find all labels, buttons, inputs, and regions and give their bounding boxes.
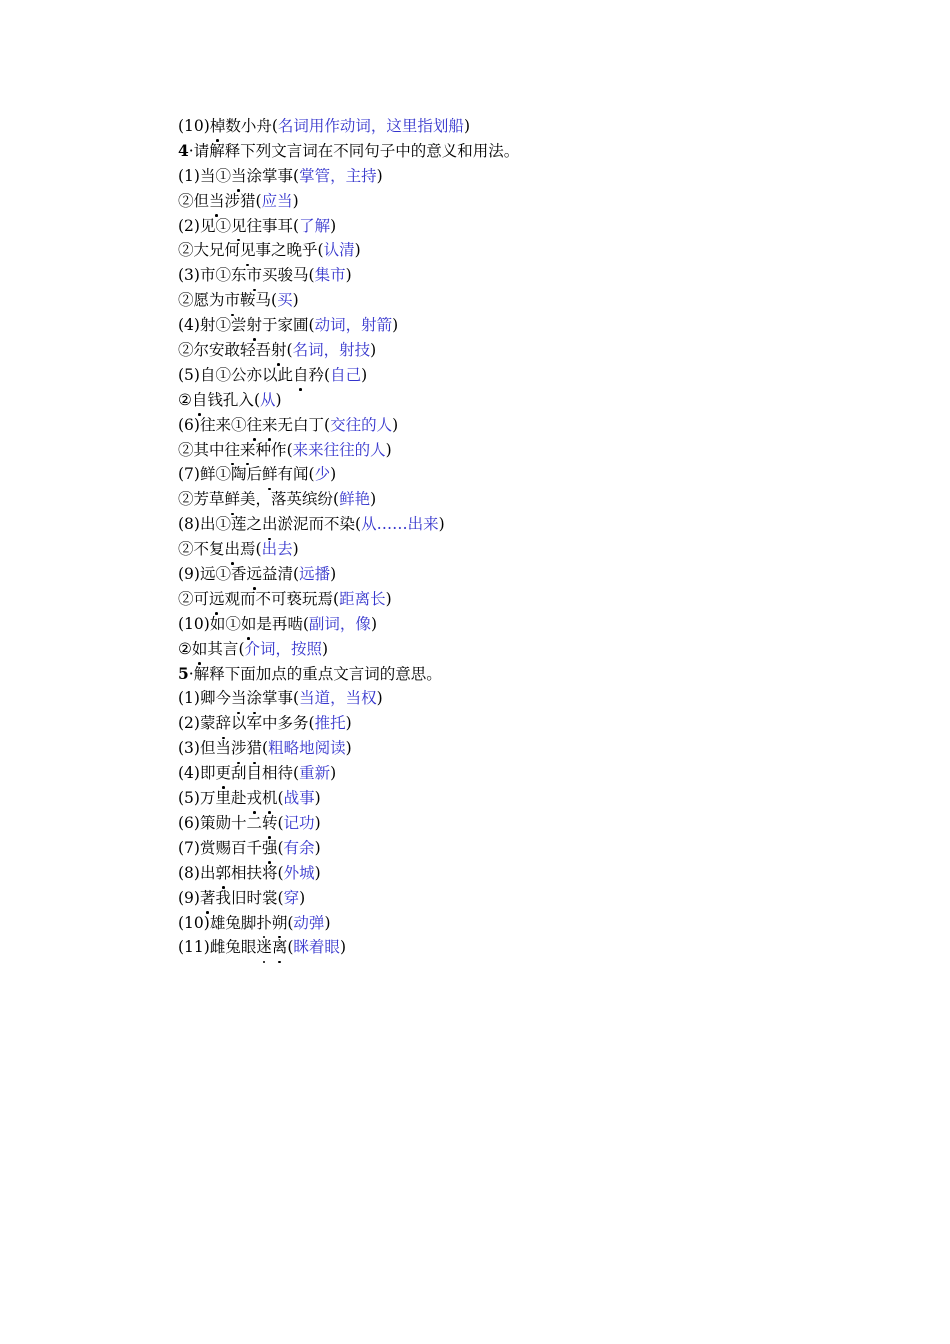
exercise-item: ②其中往来种作(来来往往的人) <box>178 438 878 463</box>
exercise-item: ②如其言(介词，按照) <box>178 637 878 662</box>
answer-text: 了解 <box>299 216 331 235</box>
answer-text: 眯着眼 <box>293 938 340 957</box>
item-text: (1)卿今 <box>178 689 231 708</box>
dotted-keyword: 棹 <box>210 114 226 139</box>
item-text: 数小舟 <box>225 117 272 135</box>
question-number: 5 <box>178 663 189 683</box>
answer-text: 鲜艳 <box>339 490 371 509</box>
answer-text: 动弹 <box>293 913 325 932</box>
dotted-keyword: 当 <box>209 189 225 214</box>
exercise-item: ②尔安敢轻吾射(名词，射技) <box>178 338 878 363</box>
exercise-item: (9)远①香远益清(远播) <box>178 562 878 587</box>
item-text: (10)雄兔脚 <box>178 913 257 932</box>
item-text: (10)如① <box>178 614 241 633</box>
answer-text: 距离长 <box>339 589 386 608</box>
dotted-keyword: 涉 <box>231 736 247 761</box>
question-text: ·解释下面加点的重点文言词的意思。 <box>188 664 442 683</box>
dotted-keyword: 市 <box>246 263 262 288</box>
answer-text: 名词用作动词，这里指划船 <box>277 117 464 135</box>
question-heading <box>178 662 878 687</box>
answer-text: 自己 <box>330 365 362 384</box>
answer-text: 记功 <box>283 813 315 832</box>
dotted-keyword: 郭 <box>215 861 231 886</box>
dotted-keyword: 更 <box>215 761 231 786</box>
exercise-item: (6)策勋十二转(记功) <box>178 811 878 836</box>
exercise-item: (7)鲜①陶后鲜有闻(少) <box>178 462 878 487</box>
dotted-keyword: 见 <box>240 238 256 263</box>
dotted-keyword: 辞 <box>215 711 231 736</box>
dotted-keyword: 强 <box>262 836 278 861</box>
item-text: (2)见① <box>178 216 231 235</box>
item-text: 焉 <box>240 540 256 559</box>
exercise-item: (2)见①见往事耳(了解) <box>178 214 878 239</box>
item-text: ②愿为 <box>178 291 225 310</box>
item-text: 其言 <box>207 639 239 658</box>
exercise-item: (1)当①当涂掌事(掌管，主持) <box>178 164 878 189</box>
exercise-item: ②不复出焉(出去) <box>178 537 878 562</box>
answer-text: 当道，当权 <box>299 689 377 708</box>
exercise-item: (3)市①东市买骏马(集市) <box>178 263 878 288</box>
answer-text: 远播 <box>299 565 331 584</box>
item-text: 无白丁 <box>277 415 325 434</box>
answer-text: 应当 <box>261 191 293 210</box>
answer-text: 战事 <box>283 789 315 808</box>
item-text: 刮目相待 <box>230 764 293 783</box>
item-text: 掌事 <box>262 689 294 708</box>
item-text: (2)蒙 <box>178 714 216 733</box>
item-text: (7)赏赐百千 <box>178 838 262 857</box>
answer-text: 有余 <box>283 838 315 857</box>
exercise-item: (4)即更刮目相待(重新) <box>178 761 878 786</box>
item-text: (6)往来① <box>178 415 247 434</box>
dotted-keyword: 扑 <box>256 911 272 936</box>
dotted-keyword: 当 <box>231 164 247 189</box>
dotted-keyword: 市 <box>225 288 241 313</box>
item-text: (3)市①东 <box>178 266 247 285</box>
dotted-keyword: 离 <box>272 935 288 960</box>
dotted-keyword: 当 <box>231 686 247 711</box>
item-text: ②大兄何 <box>178 241 241 260</box>
answer-text: 介词，按照 <box>244 639 323 658</box>
item-text: 有闻 <box>277 465 309 484</box>
item-text: (8)出 <box>178 863 216 882</box>
dotted-keyword: 鲜 <box>262 462 278 487</box>
exercise-item: (10)雄兔脚扑朔(动弹) <box>178 911 878 936</box>
item-text: 是再啮 <box>256 614 303 633</box>
item-text: 以军中多务 <box>230 714 309 733</box>
item-text: ②其中 <box>178 440 225 459</box>
item-text: 相扶将 <box>230 863 278 882</box>
exercise-item: (7)赏赐百千强(有余) <box>178 836 878 861</box>
answer-text: 副词，像 <box>308 614 371 633</box>
item-text: 观而不可亵玩焉 <box>224 589 334 608</box>
item-text: ②可 <box>178 589 210 608</box>
item-text: (4)即 <box>178 764 216 783</box>
document-page <box>178 114 878 960</box>
item-text: 美，落英缤纷 <box>240 490 334 509</box>
dotted-keyword: 转 <box>262 811 278 836</box>
item-text: 事之晚乎 <box>255 241 318 260</box>
answer-text: 粗略地阅读 <box>268 739 346 758</box>
question-heading <box>178 139 878 164</box>
dotted-keyword: 往 <box>225 438 241 463</box>
exercise-item: (2)蒙辞以军中多务(推托) <box>178 711 878 736</box>
answer-text: 掌管，主持 <box>299 166 377 185</box>
dotted-keyword: 往 <box>246 413 262 438</box>
item-text: 于家圃 <box>261 316 309 335</box>
exercise-item: (5)自①公亦以此自矜(自己) <box>178 363 878 388</box>
item-text: (9)远①香 <box>178 565 247 584</box>
dotted-keyword: 见 <box>231 214 247 239</box>
item-text: 我旧时裳 <box>215 888 278 907</box>
item-text: ②芳草 <box>178 490 225 509</box>
dotted-keyword: 如 <box>241 612 257 637</box>
dotted-keyword: 如 <box>192 637 208 662</box>
exercise-item: (10)如①如是再啮(副词，像) <box>178 612 878 637</box>
dotted-keyword: 远 <box>246 562 262 587</box>
exercise-item: (1)卿今当涂掌事(当道，当权) <box>178 686 878 711</box>
question-number: 4 <box>178 140 189 160</box>
item-text: 涉猎 <box>224 191 256 210</box>
item-text: (9) <box>178 888 200 907</box>
dotted-keyword: 迷 <box>256 935 272 960</box>
exercise-item: ②可远观而不可亵玩焉(距离长) <box>178 587 878 612</box>
dotted-keyword: 鲜 <box>225 487 241 512</box>
answer-text: 穿 <box>283 888 300 907</box>
dotted-keyword: 来 <box>240 438 256 463</box>
exercise-item: ②愿为市鞍马(买) <box>178 288 878 313</box>
item-text: (11)雌兔眼 <box>178 938 257 957</box>
item-text: ②尔安敢轻吾 <box>178 341 272 360</box>
item-text: (10) <box>178 117 210 135</box>
dotted-keyword: 出 <box>262 512 278 537</box>
exercise-item: (8)出郭相扶将(外城) <box>178 861 878 886</box>
dotted-keyword: 射 <box>246 313 262 338</box>
item-text: ②不复 <box>178 540 225 559</box>
item-text: 益清 <box>261 565 293 584</box>
answer-text: 集市 <box>314 266 346 285</box>
answer-text: 推托 <box>314 714 346 733</box>
item-text: (5)万里赴 <box>178 789 247 808</box>
item-text: 往事耳 <box>246 216 293 235</box>
item-text: (8)出①莲之 <box>178 515 262 534</box>
exercise-item: (3)但当涉猎(粗略地阅读) <box>178 736 878 761</box>
item-text: (5)自①公亦以此 <box>178 365 293 384</box>
answer-text: 从 <box>260 390 276 409</box>
answer-text: 少 <box>314 465 331 484</box>
dotted-keyword: 出 <box>225 537 241 562</box>
item-text: (7)鲜①陶后 <box>178 465 262 484</box>
dotted-keyword: 机 <box>262 786 278 811</box>
item-text: ② <box>178 639 192 658</box>
answer-text: 动词，射箭 <box>314 316 393 335</box>
answer-text: 重新 <box>299 764 331 783</box>
dotted-keyword: 戎 <box>246 786 262 811</box>
exercise-item: (9)著我旧时裳(穿) <box>178 886 878 911</box>
exercise-item: ②大兄何见事之晚乎(认清) <box>178 238 878 263</box>
item-text: ②但 <box>178 191 210 210</box>
dotted-keyword: 远 <box>209 587 225 612</box>
exercise-item: ②芳草鲜美，落英缤纷(鲜艳) <box>178 487 878 512</box>
dotted-keyword: 涂 <box>246 686 262 711</box>
dotted-keyword: 自 <box>192 388 208 413</box>
item-text: 种作 <box>255 440 287 459</box>
item-text: 矜 <box>308 365 324 384</box>
dotted-keyword: 自 <box>293 363 309 388</box>
dotted-keyword: 猎 <box>246 736 262 761</box>
item-text: 淤泥而不染 <box>277 515 355 534</box>
exercise-item: ②自钱孔入(从) <box>178 388 878 413</box>
answer-text: 出去 <box>261 540 293 559</box>
exercise-item: ②但当涉猎(应当) <box>178 189 878 214</box>
dotted-keyword: 来 <box>262 413 278 438</box>
dotted-keyword: 朔 <box>272 911 288 936</box>
item-text: ② <box>178 390 192 409</box>
question-text: ·请解释下列文言词在不同句子中的意义和用法。 <box>188 141 520 160</box>
exercise-item: (11)雌兔眼迷离(眯着眼) <box>178 935 878 960</box>
answer-text: 来来往往的人 <box>292 440 386 459</box>
item-text: 鞍马 <box>240 291 272 310</box>
item-text: 涂掌事 <box>246 166 293 185</box>
item-text: 买骏马 <box>261 266 309 285</box>
answer-text: 认清 <box>323 241 355 260</box>
exercise-item: (6)往来①往来无白丁(交往的人) <box>178 413 878 438</box>
item-text: (1)当① <box>178 166 231 185</box>
exercise-item: (4)射①尝射于家圃(动词，射箭) <box>178 313 878 338</box>
answer-text: 交往的人 <box>330 415 393 434</box>
answer-text: 从……出来 <box>361 515 439 534</box>
dotted-keyword: 著 <box>200 886 216 911</box>
answer-text: 买 <box>277 291 293 310</box>
exercise-item: (10)棹数小舟(名词用作动词，这里指划船) <box>178 114 878 139</box>
item-text: (6)策勋十二 <box>178 813 262 832</box>
item-text: (4)射①尝 <box>178 316 247 335</box>
item-text: (3)但当 <box>178 739 231 758</box>
answer-text: 名词，射技 <box>292 341 371 360</box>
answer-text: 外城 <box>283 863 315 882</box>
dotted-keyword: 射 <box>271 338 287 363</box>
item-text: 钱孔入 <box>207 390 254 409</box>
exercise-item: (8)出①莲之出淤泥而不染(从……出来) <box>178 512 878 537</box>
exercise-item: (5)万里赴戎机(战事) <box>178 786 878 811</box>
